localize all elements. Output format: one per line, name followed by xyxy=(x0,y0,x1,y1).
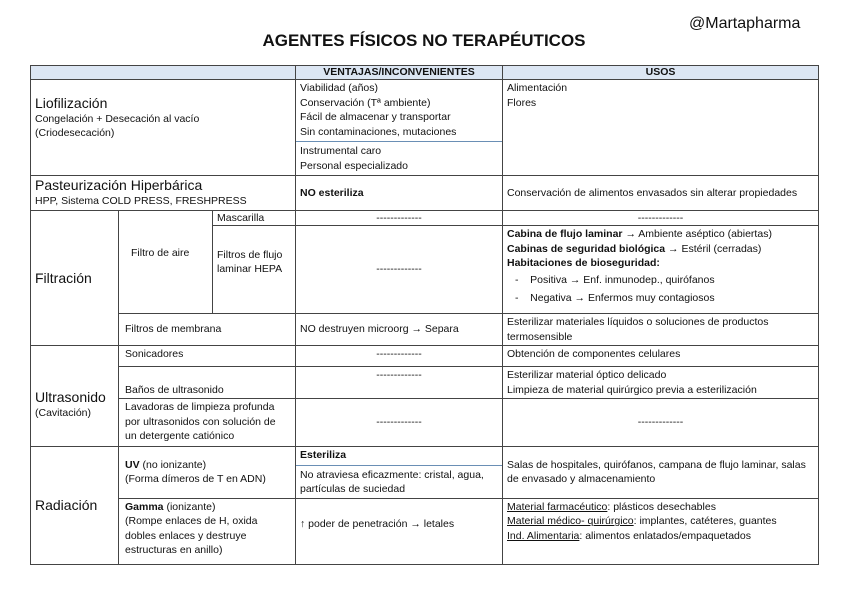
gamma-cell xyxy=(119,498,296,564)
uso-item: Flores xyxy=(507,96,537,109)
med-label: Material médico- quirúrgico xyxy=(507,515,634,527)
membrana-cell xyxy=(119,314,296,346)
uv-type: (no ionizante) xyxy=(139,458,207,471)
gamma-usos xyxy=(503,498,819,564)
uv-inconveniente-block xyxy=(296,465,502,497)
radiacion-name: Radiación xyxy=(35,497,98,513)
row-pasteurizacion xyxy=(31,176,819,211)
farm-desc: : plásticos desechables xyxy=(607,500,716,513)
mascarilla-uso-dash: ------------- xyxy=(503,210,819,226)
ventaja-item: Sin contaminaciones, mutaciones xyxy=(300,125,457,138)
row-sonicadores xyxy=(31,346,819,367)
sonicadores-cell xyxy=(119,346,296,367)
filtracion-name: Filtración xyxy=(35,269,92,286)
hepa-label: Filtros de flujo laminar HEPA xyxy=(217,248,283,275)
med-desc: : implantes, catéteres, guantes xyxy=(633,515,777,527)
banos-label: Baños de ultrasonido xyxy=(125,383,224,396)
pasteurizacion-uso: Conservación de alimentos envasados sin alterar propiedades xyxy=(503,176,819,211)
row-lavadoras xyxy=(31,399,819,447)
sonicadores-uso: Obtención de componentes celulares xyxy=(503,346,819,367)
lavadoras-label: Lavadoras de limpieza profunda por ultrasonidos con solución de un detergente catiónico xyxy=(125,401,276,442)
liofilizacion-name: Liofilización xyxy=(35,94,108,111)
uv-inconveniente: No atraviesa eficazmente: cristal, agua, partículas de suciedad xyxy=(300,468,484,495)
mascarilla-dash: ------------- xyxy=(296,210,503,226)
filtro-aire-cell xyxy=(119,210,213,314)
radiacion-cell xyxy=(31,447,119,565)
membrana-uso: Esterilizar materiales líquidos o soluciones de productos termosensible xyxy=(503,314,819,346)
header-row xyxy=(31,66,819,80)
lavadoras-cell xyxy=(119,399,296,447)
header-usos: USOS xyxy=(503,66,819,80)
positiva-item: Positiva → Enf. inmunodep., quirófanos xyxy=(530,273,715,286)
hepa-cell xyxy=(213,226,296,314)
uso-item: Alimentación xyxy=(507,82,568,94)
ventaja-item: Fácil de almacenar y transportar xyxy=(300,111,451,123)
gamma-sub: (Rompe enlaces de H, oxida dobles enlaces y destruye estructuras en anillo) xyxy=(125,515,258,556)
bullet-dash: - xyxy=(515,273,519,286)
cabina-label: Cabina de flujo laminar xyxy=(507,228,623,240)
membrana-ventaja: NO destruyen microorg → Separa xyxy=(296,314,503,346)
ultrasonido-sub: (Cavitación) xyxy=(35,407,92,420)
seguridad-desc: → Estéril (cerradas) xyxy=(665,242,762,255)
filtro-aire-label: Filtro de aire xyxy=(131,247,190,259)
bullet-dash: - xyxy=(515,291,519,304)
row-banos xyxy=(31,367,819,399)
alim-label: Ind. Alimentaria xyxy=(507,529,580,542)
ventaja-item: Conservación (Tª ambiente) xyxy=(300,96,431,109)
inconvenientes-block xyxy=(296,141,502,173)
alim-desc: : alimentos enlatados/empaquetados xyxy=(579,529,751,542)
lavadoras-uso-dash: ------------- xyxy=(503,399,819,447)
liofilizacion-sub2: (Criodesecación) xyxy=(35,127,115,139)
banos-cell xyxy=(119,367,296,399)
gamma-label: Gamma xyxy=(125,500,164,513)
header-ventajas: VENTAJAS/INCONVENIENTES xyxy=(296,66,503,80)
ultrasonido-name: Ultrasonido xyxy=(35,389,106,406)
negativa-item: Negativa → Enfermos muy contagiosos xyxy=(530,291,715,304)
ultrasonido-cell xyxy=(31,346,119,447)
mascarilla-cell: Mascarilla xyxy=(213,210,296,226)
banos-dash: ------------- xyxy=(296,367,503,399)
liofilizacion-usos xyxy=(503,80,819,176)
row-gamma xyxy=(31,498,819,564)
membrana-label: Filtros de membrana xyxy=(125,323,222,336)
uv-label: UV xyxy=(125,458,140,471)
hepa-usos xyxy=(503,226,819,314)
sonicadores-dash: ------------- xyxy=(296,346,503,367)
header-empty xyxy=(31,66,296,80)
pasteurizacion-sub: HPP, Sistema COLD PRESS, FRESHPRESS xyxy=(35,195,247,207)
banos-uso-item: Esterilizar material óptico delicado xyxy=(507,369,667,381)
row-membrana xyxy=(31,314,819,346)
row-liofilizacion xyxy=(31,80,819,176)
liofilizacion-sub1: Congelación + Desecación al vacío xyxy=(35,112,200,125)
inconveniente-item: Personal especializado xyxy=(300,159,408,172)
agents-table xyxy=(30,65,819,565)
seguridad-label: Cabinas de seguridad biológica xyxy=(507,242,666,255)
lavadoras-dash: ------------- xyxy=(296,399,503,447)
liofilizacion-cell xyxy=(31,80,296,176)
uv-uso: Salas de hospitales, quirófanos, campana de flujo laminar, salas de envasado y almacenamiento xyxy=(503,447,819,499)
uv-sub: (Forma dímeros de T en ADN) xyxy=(125,473,266,486)
page-title: AGENTES FÍSICOS NO TERAPÉUTICOS xyxy=(262,31,586,50)
row-uv xyxy=(31,447,819,499)
ventaja-item: Viabilidad (años) xyxy=(300,82,379,94)
filtracion-cell xyxy=(31,210,119,346)
author-handle: @Martapharma xyxy=(689,15,801,32)
banos-uso-item: Limpieza de material quirúrgico previa a esterilización xyxy=(507,383,757,396)
gamma-type: (ionizante) xyxy=(163,500,216,513)
uv-cell xyxy=(119,447,296,499)
sonicadores-label: Sonicadores xyxy=(125,348,184,360)
inconveniente-item: Instrumental caro xyxy=(300,145,382,157)
cabina-desc: → Ambiente aséptico (abiertas) xyxy=(622,228,772,240)
pasteurizacion-cell xyxy=(31,176,296,211)
liofilizacion-ventajas xyxy=(296,80,503,176)
habitaciones-label: Habitaciones de bioseguridad: xyxy=(507,257,660,269)
banos-usos xyxy=(503,367,819,399)
farm-label: Material farmacéutico xyxy=(507,500,608,513)
uv-ventajas xyxy=(296,447,503,499)
row-mascarilla xyxy=(31,210,819,226)
pasteurizacion-ventaja: NO esteriliza xyxy=(296,176,503,211)
gamma-ventaja: ↑ poder de penetración → letales xyxy=(296,498,503,564)
uv-ventaja: Esteriliza xyxy=(300,449,347,461)
pasteurizacion-name: Pasteurización Hiperbárica xyxy=(35,177,203,193)
hepa-dash: ------------- xyxy=(296,226,503,314)
